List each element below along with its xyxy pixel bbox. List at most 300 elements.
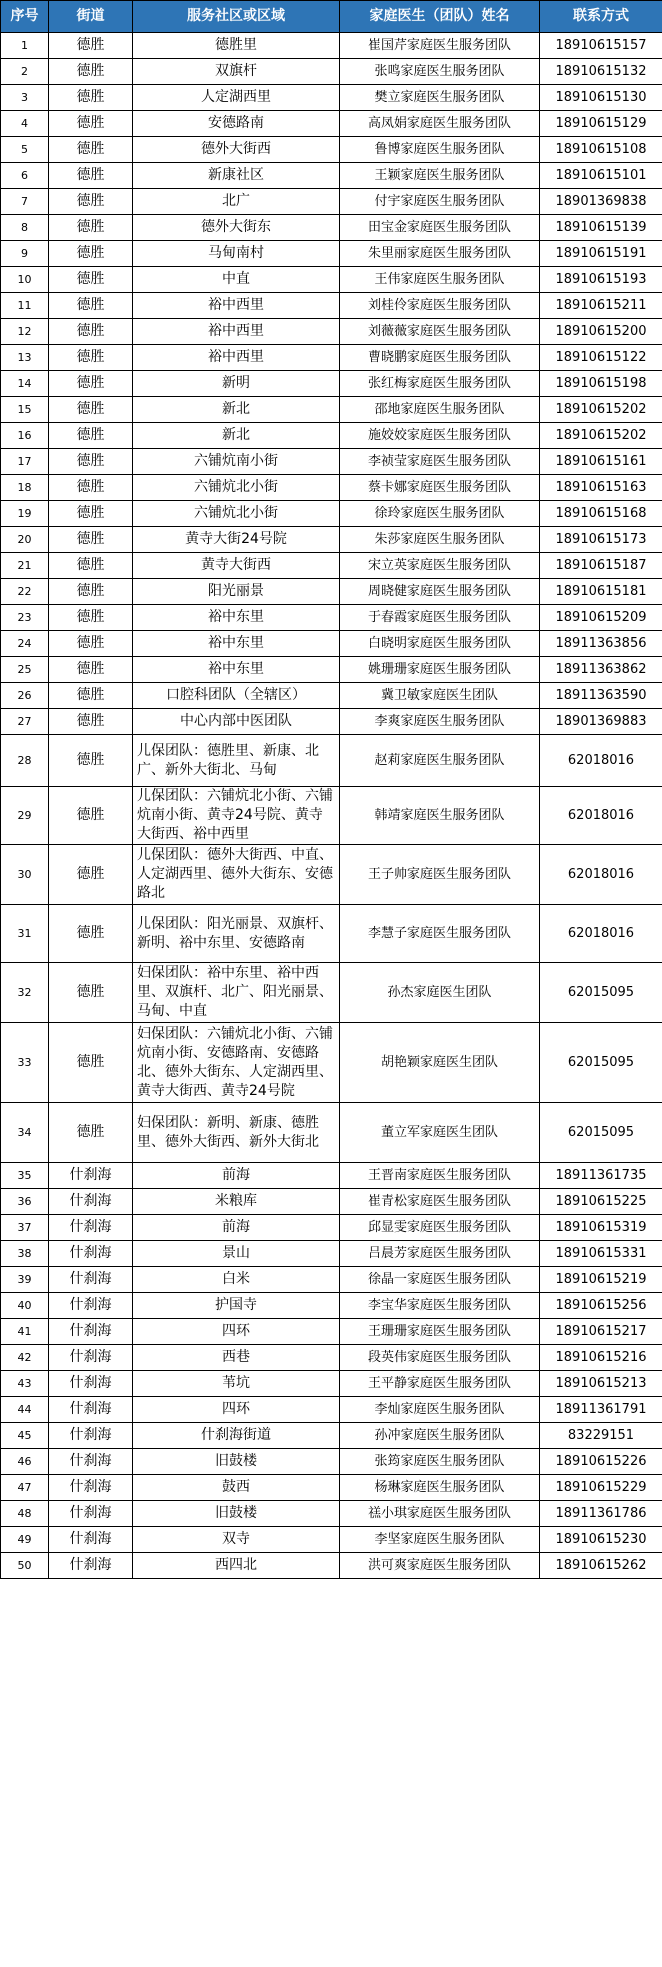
cell-street: 德胜 (49, 905, 133, 963)
cell-team: 王珊珊家庭医生服务团队 (340, 1319, 540, 1345)
cell-team: 田宝金家庭医生服务团队 (340, 215, 540, 241)
cell-community: 苇坑 (133, 1371, 340, 1397)
cell-team: 孙杰家庭医生团队 (340, 963, 540, 1023)
table-row (1, 709, 662, 735)
cell-index: 34 (1, 1103, 49, 1163)
table-row (1, 1293, 662, 1319)
table-row (1, 345, 662, 371)
cell-community: 新康社区 (133, 163, 340, 189)
cell-contact: 18910615168 (540, 501, 662, 527)
table-row (1, 1215, 662, 1241)
cell-street: 什刹海 (49, 1163, 133, 1189)
cell-index: 33 (1, 1023, 49, 1103)
table-row (1, 267, 662, 293)
cell-team: 韩靖家庭医生服务团队 (340, 787, 540, 845)
cell-index: 39 (1, 1267, 49, 1293)
cell-contact: 62018016 (540, 845, 662, 905)
cell-contact: 18910615202 (540, 397, 662, 423)
table-row (1, 1103, 662, 1163)
cell-index: 28 (1, 735, 49, 787)
cell-contact: 18911363856 (540, 631, 662, 657)
cell-community: 前海 (133, 1163, 340, 1189)
table-row (1, 501, 662, 527)
cell-contact: 18910615130 (540, 85, 662, 111)
cell-team: 张筠家庭医生服务团队 (340, 1449, 540, 1475)
table-row (1, 1319, 662, 1345)
header-cell-street: 街道 (49, 1, 133, 33)
cell-team: 宋立英家庭医生服务团队 (340, 553, 540, 579)
cell-team: 杨琳家庭医生服务团队 (340, 1475, 540, 1501)
cell-team: 李爽家庭医生服务团队 (340, 709, 540, 735)
cell-team: 孙冲家庭医生服务团队 (340, 1423, 540, 1449)
cell-community: 黄寺大街西 (133, 553, 340, 579)
cell-street: 德胜 (49, 293, 133, 319)
cell-team: 冀卫敏家庭医生团队 (340, 683, 540, 709)
cell-community: 前海 (133, 1215, 340, 1241)
cell-team: 王子帅家庭医生服务团队 (340, 845, 540, 905)
cell-index: 21 (1, 553, 49, 579)
cell-index: 10 (1, 267, 49, 293)
table-row (1, 85, 662, 111)
cell-street: 德胜 (49, 553, 133, 579)
cell-community: 中直 (133, 267, 340, 293)
cell-index: 15 (1, 397, 49, 423)
cell-street: 德胜 (49, 59, 133, 85)
cell-index: 47 (1, 1475, 49, 1501)
cell-community: 德外大街东 (133, 215, 340, 241)
cell-team: 蔡卡娜家庭医生服务团队 (340, 475, 540, 501)
cell-contact: 18911361786 (540, 1501, 662, 1527)
cell-index: 3 (1, 85, 49, 111)
cell-contact: 62018016 (540, 787, 662, 845)
cell-community: 中心内部中医团队 (133, 709, 340, 735)
cell-community: 四环 (133, 1397, 340, 1423)
table-row (1, 845, 662, 905)
cell-street: 德胜 (49, 345, 133, 371)
cell-community: 白米 (133, 1267, 340, 1293)
cell-community: 德胜里 (133, 33, 340, 59)
cell-contact: 18910615229 (540, 1475, 662, 1501)
cell-team: 徐晶一家庭医生服务团队 (340, 1267, 540, 1293)
cell-index: 5 (1, 137, 49, 163)
cell-index: 13 (1, 345, 49, 371)
cell-index: 30 (1, 845, 49, 905)
cell-community: 裕中东里 (133, 657, 340, 683)
cell-index: 11 (1, 293, 49, 319)
cell-contact: 18910615209 (540, 605, 662, 631)
cell-street: 德胜 (49, 735, 133, 787)
cell-index: 9 (1, 241, 49, 267)
cell-contact: 18910615181 (540, 579, 662, 605)
cell-community: 双旗杆 (133, 59, 340, 85)
cell-street: 什刹海 (49, 1319, 133, 1345)
cell-index: 38 (1, 1241, 49, 1267)
cell-team: 白晓明家庭医生服务团队 (340, 631, 540, 657)
cell-contact: 18910615191 (540, 241, 662, 267)
cell-community: 阳光丽景 (133, 579, 340, 605)
cell-index: 8 (1, 215, 49, 241)
table-body (1, 33, 662, 1579)
cell-team: 施姣姣家庭医生服务团队 (340, 423, 540, 449)
table-row (1, 1241, 662, 1267)
cell-community: 六铺炕南小街 (133, 449, 340, 475)
cell-team: 张红梅家庭医生服务团队 (340, 371, 540, 397)
cell-community: 旧鼓楼 (133, 1501, 340, 1527)
cell-street: 什刹海 (49, 1215, 133, 1241)
header-cell-contact: 联系方式 (540, 1, 662, 33)
cell-index: 42 (1, 1345, 49, 1371)
header-cell-community: 服务社区或区域 (133, 1, 340, 33)
cell-team: 王颖家庭医生服务团队 (340, 163, 540, 189)
cell-community: 新明 (133, 371, 340, 397)
cell-index: 41 (1, 1319, 49, 1345)
cell-index: 29 (1, 787, 49, 845)
cell-street: 什刹海 (49, 1189, 133, 1215)
cell-community: 裕中西里 (133, 319, 340, 345)
cell-team: 李坚家庭医生服务团队 (340, 1527, 540, 1553)
cell-index: 36 (1, 1189, 49, 1215)
table-row (1, 1423, 662, 1449)
cell-index: 44 (1, 1397, 49, 1423)
cell-index: 32 (1, 963, 49, 1023)
cell-street: 德胜 (49, 371, 133, 397)
cell-community: 西四北 (133, 1553, 340, 1579)
header-cell-team: 家庭医生（团队）姓名 (340, 1, 540, 33)
cell-team: 王伟家庭医生服务团队 (340, 267, 540, 293)
cell-index: 16 (1, 423, 49, 449)
cell-contact: 18911363862 (540, 657, 662, 683)
cell-index: 2 (1, 59, 49, 85)
cell-community: 儿保团队：阳光丽景、双旗杆、新明、裕中东里、安德路南 (133, 905, 340, 963)
table-row (1, 527, 662, 553)
cell-index: 12 (1, 319, 49, 345)
cell-team: 洪可爽家庭医生服务团队 (340, 1553, 540, 1579)
cell-team: 王晋南家庭医生服务团队 (340, 1163, 540, 1189)
cell-community: 护国寺 (133, 1293, 340, 1319)
cell-street: 德胜 (49, 963, 133, 1023)
table-row (1, 293, 662, 319)
cell-community: 裕中西里 (133, 293, 340, 319)
cell-index: 37 (1, 1215, 49, 1241)
cell-street: 什刹海 (49, 1501, 133, 1527)
cell-contact: 18910615202 (540, 423, 662, 449)
cell-contact: 18911361735 (540, 1163, 662, 1189)
cell-community: 米粮库 (133, 1189, 340, 1215)
cell-street: 德胜 (49, 85, 133, 111)
cell-contact: 18910615163 (540, 475, 662, 501)
cell-community: 旧鼓楼 (133, 1449, 340, 1475)
table-row (1, 1371, 662, 1397)
cell-street: 德胜 (49, 319, 133, 345)
cell-contact: 18901369838 (540, 189, 662, 215)
table-row (1, 1189, 662, 1215)
cell-index: 17 (1, 449, 49, 475)
cell-team: 赵莉家庭医生服务团队 (340, 735, 540, 787)
cell-street: 德胜 (49, 1023, 133, 1103)
cell-community: 妇保团队：六铺炕北小街、六铺炕南小街、安德路南、安德路北、德外大街东、人定湖西里、黄寺大街西、黄寺24号院 (133, 1023, 340, 1103)
table-row (1, 553, 662, 579)
table-row (1, 1267, 662, 1293)
table-row (1, 111, 662, 137)
cell-index: 26 (1, 683, 49, 709)
table-row (1, 189, 662, 215)
cell-contact: 18910615108 (540, 137, 662, 163)
table-row (1, 1527, 662, 1553)
cell-street: 德胜 (49, 241, 133, 267)
cell-street: 德胜 (49, 449, 133, 475)
cell-team: 刘桂伶家庭医生服务团队 (340, 293, 540, 319)
table-row (1, 241, 662, 267)
cell-team: 曹晓鹏家庭医生服务团队 (340, 345, 540, 371)
cell-contact: 18910615101 (540, 163, 662, 189)
cell-team: 李祯莹家庭医生服务团队 (340, 449, 540, 475)
cell-street: 德胜 (49, 683, 133, 709)
cell-index: 7 (1, 189, 49, 215)
cell-contact: 18910615211 (540, 293, 662, 319)
cell-contact: 62018016 (540, 905, 662, 963)
table-row (1, 397, 662, 423)
cell-index: 35 (1, 1163, 49, 1189)
cell-community: 妇保团队：新明、新康、德胜里、德外大街西、新外大街北 (133, 1103, 340, 1163)
cell-street: 什刹海 (49, 1345, 133, 1371)
cell-contact: 18910615187 (540, 553, 662, 579)
cell-index: 43 (1, 1371, 49, 1397)
table-row (1, 787, 662, 845)
cell-street: 什刹海 (49, 1293, 133, 1319)
cell-contact: 18910615319 (540, 1215, 662, 1241)
cell-index: 19 (1, 501, 49, 527)
table-row (1, 1345, 662, 1371)
table-row (1, 735, 662, 787)
cell-team: 崔青松家庭医生服务团队 (340, 1189, 540, 1215)
cell-street: 什刹海 (49, 1475, 133, 1501)
cell-index: 46 (1, 1449, 49, 1475)
cell-community: 西巷 (133, 1345, 340, 1371)
cell-team: 周晓健家庭医生服务团队 (340, 579, 540, 605)
cell-team: 董立军家庭医生团队 (340, 1103, 540, 1163)
cell-contact: 18901369883 (540, 709, 662, 735)
table-row (1, 59, 662, 85)
cell-street: 什刹海 (49, 1527, 133, 1553)
cell-street: 德胜 (49, 397, 133, 423)
cell-street: 德胜 (49, 215, 133, 241)
cell-team: 朱莎家庭医生服务团队 (340, 527, 540, 553)
cell-team: 崔国芹家庭医生服务团队 (340, 33, 540, 59)
cell-team: 樊立家庭医生服务团队 (340, 85, 540, 111)
table-row (1, 423, 662, 449)
table-row (1, 1449, 662, 1475)
table-row (1, 33, 662, 59)
cell-community: 黄寺大街24号院 (133, 527, 340, 553)
cell-team: 李宝华家庭医生服务团队 (340, 1293, 540, 1319)
cell-team: 邵地家庭医生服务团队 (340, 397, 540, 423)
cell-index: 31 (1, 905, 49, 963)
cell-team: 姚珊珊家庭医生服务团队 (340, 657, 540, 683)
cell-contact: 18910615157 (540, 33, 662, 59)
cell-team: 吕晨芳家庭医生服务团队 (340, 1241, 540, 1267)
cell-community: 六铺炕北小街 (133, 475, 340, 501)
header-cell-index: 序号 (1, 1, 49, 33)
cell-street: 德胜 (49, 845, 133, 905)
table-row (1, 1553, 662, 1579)
cell-contact: 18911363590 (540, 683, 662, 709)
cell-contact: 18910615173 (540, 527, 662, 553)
cell-index: 23 (1, 605, 49, 631)
table-row (1, 449, 662, 475)
cell-contact: 18910615161 (540, 449, 662, 475)
cell-contact: 18911361791 (540, 1397, 662, 1423)
table-row (1, 905, 662, 963)
cell-community: 裕中东里 (133, 605, 340, 631)
cell-team: 张鸣家庭医生服务团队 (340, 59, 540, 85)
cell-community: 六铺炕北小街 (133, 501, 340, 527)
cell-community: 口腔科团队（全辖区） (133, 683, 340, 709)
cell-index: 50 (1, 1553, 49, 1579)
cell-team: 鲁博家庭医生服务团队 (340, 137, 540, 163)
cell-contact: 18910615225 (540, 1189, 662, 1215)
cell-street: 德胜 (49, 631, 133, 657)
table-row (1, 163, 662, 189)
cell-contact: 18910615256 (540, 1293, 662, 1319)
cell-contact: 18910615193 (540, 267, 662, 293)
cell-index: 49 (1, 1527, 49, 1553)
cell-community: 新北 (133, 423, 340, 449)
cell-street: 德胜 (49, 137, 133, 163)
cell-index: 18 (1, 475, 49, 501)
cell-index: 24 (1, 631, 49, 657)
cell-contact: 62018016 (540, 735, 662, 787)
cell-street: 什刹海 (49, 1397, 133, 1423)
cell-index: 4 (1, 111, 49, 137)
cell-community: 儿保团队：德胜里、新康、北广、新外大街北、马甸 (133, 735, 340, 787)
cell-community: 人定湖西里 (133, 85, 340, 111)
cell-street: 什刹海 (49, 1267, 133, 1293)
table-row (1, 579, 662, 605)
cell-contact: 18910615216 (540, 1345, 662, 1371)
cell-index: 40 (1, 1293, 49, 1319)
cell-street: 德胜 (49, 787, 133, 845)
cell-contact: 83229151 (540, 1423, 662, 1449)
cell-index: 14 (1, 371, 49, 397)
cell-street: 德胜 (49, 605, 133, 631)
cell-index: 25 (1, 657, 49, 683)
table-row (1, 657, 662, 683)
cell-index: 20 (1, 527, 49, 553)
cell-community: 双寺 (133, 1527, 340, 1553)
cell-contact: 18910615226 (540, 1449, 662, 1475)
cell-street: 德胜 (49, 267, 133, 293)
cell-team: 胡艳颖家庭医生团队 (340, 1023, 540, 1103)
cell-street: 德胜 (49, 111, 133, 137)
table-row (1, 1475, 662, 1501)
cell-team: 付宇家庭医生服务团队 (340, 189, 540, 215)
cell-street: 什刹海 (49, 1553, 133, 1579)
cell-contact: 18910615213 (540, 1371, 662, 1397)
cell-contact: 62015095 (540, 1023, 662, 1103)
cell-contact: 18910615200 (540, 319, 662, 345)
cell-community: 北广 (133, 189, 340, 215)
cell-contact: 18910615139 (540, 215, 662, 241)
cell-community: 裕中东里 (133, 631, 340, 657)
cell-contact: 18910615122 (540, 345, 662, 371)
header-row (1, 1, 662, 33)
cell-index: 22 (1, 579, 49, 605)
table-row (1, 963, 662, 1023)
cell-street: 德胜 (49, 709, 133, 735)
table-row (1, 605, 662, 631)
cell-community: 儿保团队：德外大街西、中直、人定湖西里、德外大街东、安德路北 (133, 845, 340, 905)
cell-contact: 18910615219 (540, 1267, 662, 1293)
table-row (1, 319, 662, 345)
cell-community: 安德路南 (133, 111, 340, 137)
cell-team: 徐玲家庭医生服务团队 (340, 501, 540, 527)
cell-community: 景山 (133, 1241, 340, 1267)
cell-community: 四环 (133, 1319, 340, 1345)
cell-contact: 62015095 (540, 1103, 662, 1163)
table-row (1, 137, 662, 163)
cell-street: 德胜 (49, 527, 133, 553)
table-row (1, 475, 662, 501)
cell-street: 什刹海 (49, 1371, 133, 1397)
cell-contact: 18910615132 (540, 59, 662, 85)
cell-team: 李慧子家庭医生服务团队 (340, 905, 540, 963)
cell-street: 德胜 (49, 579, 133, 605)
table-row (1, 1023, 662, 1103)
cell-contact: 18910615262 (540, 1553, 662, 1579)
cell-street: 什刹海 (49, 1449, 133, 1475)
cell-team: 于春霞家庭医生服务团队 (340, 605, 540, 631)
table-row (1, 1163, 662, 1189)
cell-team: 段英伟家庭医生服务团队 (340, 1345, 540, 1371)
cell-street: 德胜 (49, 163, 133, 189)
cell-community: 裕中西里 (133, 345, 340, 371)
cell-community: 儿保团队：六铺炕北小街、六铺炕南小街、黄寺24号院、黄寺大街西、裕中西里 (133, 787, 340, 845)
cell-community: 什刹海街道 (133, 1423, 340, 1449)
cell-index: 48 (1, 1501, 49, 1527)
cell-street: 德胜 (49, 475, 133, 501)
cell-street: 德胜 (49, 33, 133, 59)
table-row (1, 683, 662, 709)
cell-index: 27 (1, 709, 49, 735)
cell-community: 鼓西 (133, 1475, 340, 1501)
cell-index: 1 (1, 33, 49, 59)
cell-street: 德胜 (49, 1103, 133, 1163)
cell-team: 邱显雯家庭医生服务团队 (340, 1215, 540, 1241)
cell-team: 王平静家庭医生服务团队 (340, 1371, 540, 1397)
cell-street: 德胜 (49, 189, 133, 215)
cell-index: 6 (1, 163, 49, 189)
cell-team: 高凤娟家庭医生服务团队 (340, 111, 540, 137)
cell-team: 刘薇薇家庭医生服务团队 (340, 319, 540, 345)
cell-team: 朱里丽家庭医生服务团队 (340, 241, 540, 267)
cell-community: 德外大街西 (133, 137, 340, 163)
cell-community: 妇保团队：裕中东里、裕中西里、双旗杆、北广、阳光丽景、马甸、中直 (133, 963, 340, 1023)
cell-street: 德胜 (49, 657, 133, 683)
cell-contact: 62015095 (540, 963, 662, 1023)
table-row (1, 631, 662, 657)
cell-street: 什刹海 (49, 1423, 133, 1449)
cell-index: 45 (1, 1423, 49, 1449)
table-row (1, 1397, 662, 1423)
cell-contact: 18910615331 (540, 1241, 662, 1267)
table-row (1, 215, 662, 241)
cell-contact: 18910615217 (540, 1319, 662, 1345)
cell-team: 李灿家庭医生服务团队 (340, 1397, 540, 1423)
cell-community: 马甸南村 (133, 241, 340, 267)
cell-community: 新北 (133, 397, 340, 423)
cell-contact: 18910615129 (540, 111, 662, 137)
cell-street: 德胜 (49, 423, 133, 449)
